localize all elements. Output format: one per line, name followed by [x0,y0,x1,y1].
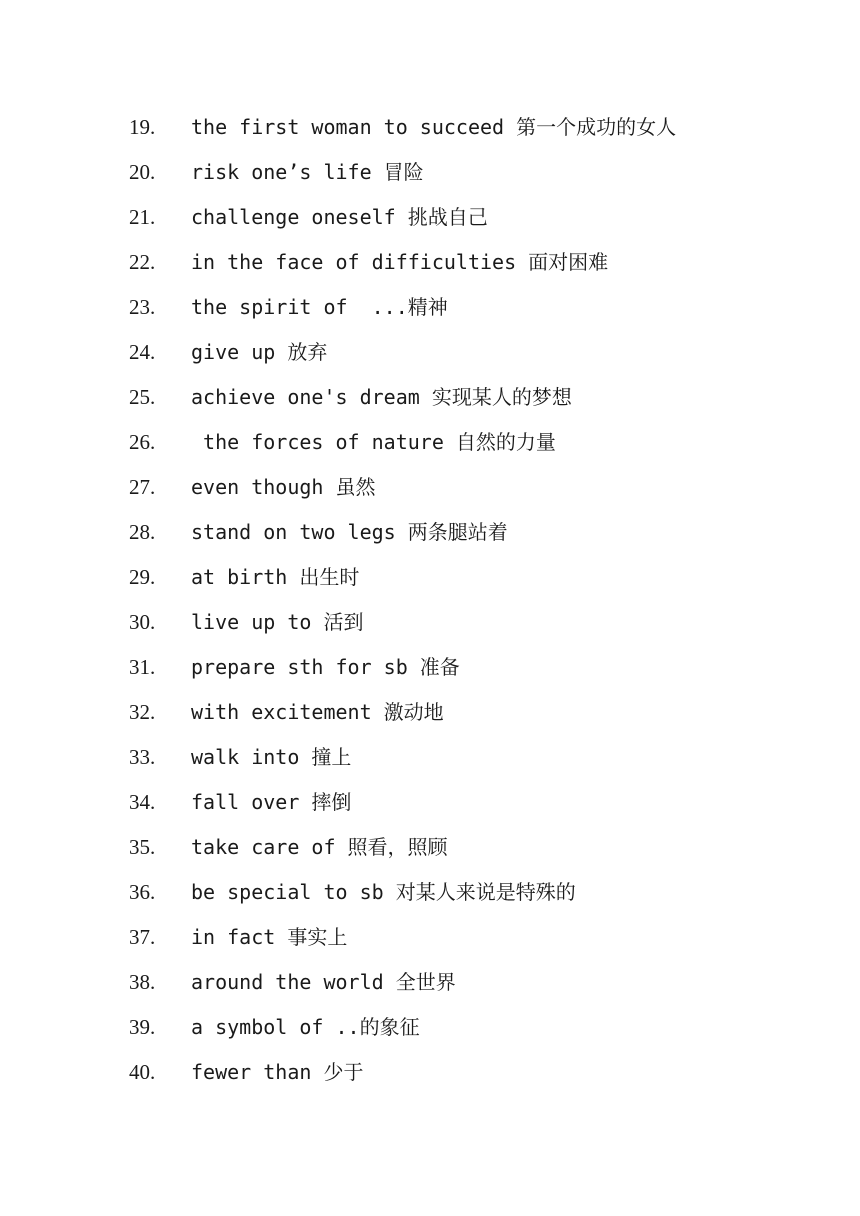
item-text: achieve one's dream 实现某人的梦想 [191,385,572,409]
item-number: 38. [129,970,156,994]
item-text: in fact 事实上 [191,925,348,949]
item-number: 28. [129,520,156,544]
item-number: 30. [129,610,156,634]
phrase-list [0,105,860,1095]
item-number: 40. [129,1060,156,1084]
item-text: the spirit of ...精神 [191,295,448,319]
item-number: 19. [129,115,156,139]
list-item [0,195,860,240]
item-number: 36. [129,880,156,904]
item-number: 26. [129,430,156,454]
item-text: around the world 全世界 [191,970,456,994]
item-text: risk one’s life 冒险 [191,160,424,184]
item-number: 23. [129,295,156,319]
item-text: the forces of nature 自然的力量 [191,430,556,454]
item-number: 35. [129,835,156,859]
item-text: live up to 活到 [191,610,364,634]
item-number: 37. [129,925,156,949]
list-item [0,375,860,420]
list-item [0,240,860,285]
item-text: in the face of difficulties 面对困难 [191,250,609,274]
item-number: 33. [129,745,156,769]
list-item [0,555,860,600]
list-item [0,105,860,150]
item-text: stand on two legs 两条腿站着 [191,520,508,544]
item-text: fall over 摔倒 [191,790,352,814]
item-number: 21. [129,205,156,229]
list-item [0,465,860,510]
list-item [0,600,860,645]
item-number: 39. [129,1015,156,1039]
item-number: 31. [129,655,156,679]
item-number: 22. [129,250,156,274]
list-item [0,420,860,465]
item-text: be special to sb 对某人来说是特殊的 [191,880,576,904]
list-item [0,960,860,1005]
item-number: 32. [129,700,156,724]
list-item [0,690,860,735]
list-item [0,735,860,780]
item-text: take care of 照看，照顾 [191,835,448,859]
list-item [0,330,860,375]
item-number: 27. [129,475,156,499]
item-text: fewer than 少于 [191,1060,364,1084]
item-text: a symbol of ..的象征 [191,1015,420,1039]
item-number: 29. [129,565,156,589]
item-text: challenge oneself 挑战自己 [191,205,488,229]
list-item [0,1050,860,1095]
list-item [0,150,860,195]
list-item [0,825,860,870]
item-number: 25. [129,385,156,409]
item-text: walk into 撞上 [191,745,352,769]
list-item [0,510,860,555]
list-item [0,915,860,960]
list-item [0,1005,860,1050]
item-number: 34. [129,790,156,814]
item-number: 20. [129,160,156,184]
item-text: even though 虽然 [191,475,376,499]
list-item [0,645,860,690]
item-text: at birth 出生时 [191,565,360,589]
item-text: give up 放弃 [191,340,328,364]
list-item [0,870,860,915]
list-item [0,780,860,825]
item-number: 24. [129,340,156,364]
list-item [0,285,860,330]
item-text: the first woman to succeed 第一个成功的女人 [191,115,677,139]
item-text: prepare sth for sb 准备 [191,655,460,679]
item-text: with excitement 激动地 [191,700,444,724]
